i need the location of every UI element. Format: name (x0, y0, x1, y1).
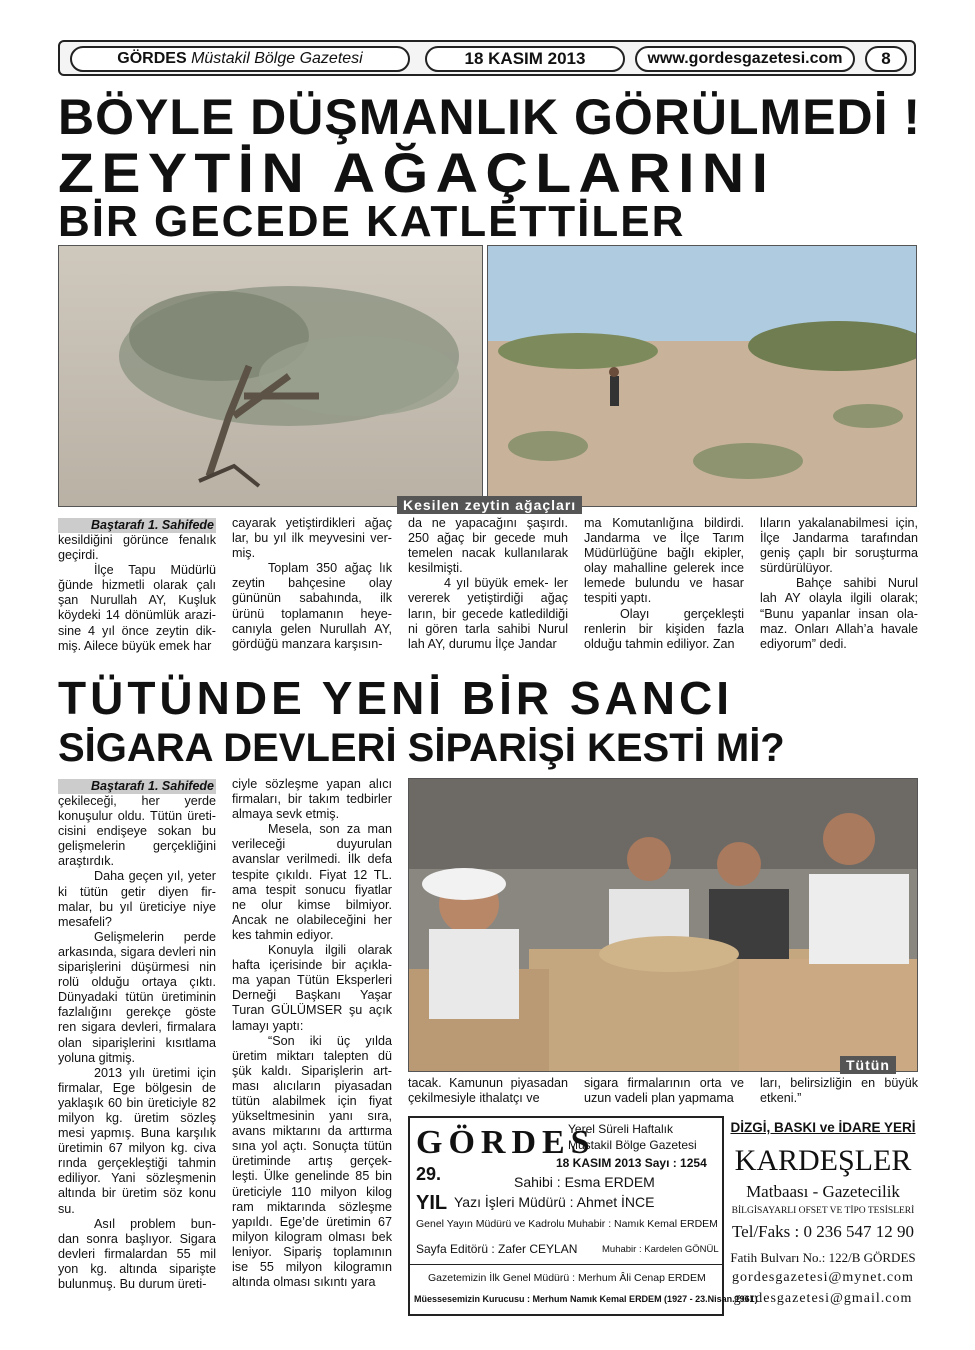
paragraph: Asıl problem bun- dan sonra başlıyor. Sigara devleri firmalardan 55 mil yon kg. altında siparişte bulunmuş. Bu durum üreti- (58, 1216, 216, 1291)
story1-column-4 (584, 516, 744, 652)
paragraph: da ne yapacağını şaşırdı. 250 ağaç bir gecede muh temelen nacak kullanılarak kesilmişti. (408, 516, 568, 576)
printer-sub: Matbaası - Gazetecilik (746, 1182, 900, 1201)
paragraph: “Son iki üç yılda üretim miktarı talepten dü şük kaldı. Siparişlerin art- ması alıcıların piyasadan tütün alabilmek için fiyat yükseltmesinin yanı sıra, avans miktarını da arttırma sına yol açtı. Sonuçta tütün üretiminde artış gerçek- leşti. Ülke genelinde 85 bin üreticiyle 110 milyon kilog ram miktarında sözleşme yapıldı. Ege’de üretimin 67 milyon kilogram olması bek leniyor. Sipariş toplamının ise 55 milyon kilogramın altında olması sıkıntı yara (232, 1033, 392, 1290)
masthead-issue: 18 KASIM 2013 Sayı : 1254 (556, 1156, 707, 1170)
masthead-divider (410, 1264, 722, 1265)
masthead-founder: Müessesemizin Kurucusu : Merhum Namık Kemal ERDEM (1927 - 23.Nisan.1961) (414, 1294, 758, 1304)
continued-tag: Baştarafı 1. Sahifede (58, 518, 216, 533)
masthead-first-manager: Gazetemizin İlk Genel Müdürü : Merhum Âli Cenap ERDEM (428, 1272, 706, 1284)
printer-title: DİZGİ, BASKI ve İDARE YERİ (730, 1120, 916, 1135)
story2-column-1 (58, 779, 216, 1292)
paper-name: GÖRDES (117, 50, 187, 67)
masthead-type-1: Yerel Süreli Haftalık (568, 1122, 673, 1136)
printer-email-1[interactable]: gordesgazetesi@mynet.com (732, 1270, 914, 1285)
masthead-reporter: Muhabir : Kardelen GÖNÜL (602, 1244, 719, 1255)
paragraph: tacak. Kamunun piyasadan çekilmesiyle ithalatçı ve (408, 1076, 568, 1106)
story1-headline-1: BÖYLE DÜŞMANLIK GÖRÜLMEDİ ! (58, 89, 922, 145)
printer-info (730, 1116, 916, 1316)
paragraph: sigara firmalarının orta ve uzun vadeli plan yapmama (584, 1076, 744, 1106)
paragraph: Daha geçen yıl, yeter ki tütün getir diyen fir- malar, bu yıl üreticiye niye mesafeli? (58, 869, 216, 929)
paper-name-pill (70, 46, 410, 72)
paragraph: Bahçe sahibi Nurul lah AY olayla ilgili olarak; “Bunu yapanlar insan ola- maz. Onları Allah’a havale ediyorum” dedi. (760, 576, 918, 651)
paragraph: cayarak yetiştirdikleri ağaç lar, bu yıl ilk meyvesini ver- miş. (232, 516, 392, 561)
olive-tree-photo (58, 245, 483, 507)
paragraph: 2013 yılı üretimi için firmalar, Ege bölgesin de yaklaşık 60 bin üreticiyle 82 milyon kg. üretim sözleş mesi yapmış. Buna karşılık üretimin 67 milyon kg. civa rında gerçekleştiği tahmin ediliyor. Yani sözleşmenin altında bir üretim söz konu su. (58, 1065, 216, 1216)
paragraph: kesildiğini görünce fenalık geçirdi. (58, 533, 216, 563)
story1-headline-3: BİR GECEDE KATLETTİLER (58, 197, 686, 246)
story1-column-2 (232, 516, 392, 652)
paragraph: Toplam 350 ağaç lık zeytin bahçesine olay gününün sabahında, ilk ürünü toplamanın heye- canıyla gelen Nurullah AY, gördüğü manzara karşısın- (232, 561, 392, 651)
paragraph: Konuyla ilgili olarak hafta içerisinde bir açıkla- ma yapan Tütün Eksperleri Derneği Başkanı Yaşar Turan GÜLÜMSER şu açık lamayı yaptı: (232, 943, 392, 1033)
website-link[interactable]: www.gordesgazetesi.com (635, 46, 855, 72)
paragraph: 4 yıl büyük emek- ler vererek yetiştirdiği ağaç ların, bir gecede katledildiği ni gören tarla sahibi Nurul lah AY, durumu İlçe Jandar (408, 576, 568, 651)
masthead-type-2: Müstakil Bölge Gazetesi (568, 1138, 697, 1152)
story2-headline-2: SİGARA DEVLERİ SİPARİŞİ KESTİ Mİ? (58, 726, 785, 770)
printer-name: KARDEŞLER (734, 1144, 912, 1177)
story2-column-2 (232, 777, 392, 1290)
issue-date: 18 KASIM 2013 (425, 46, 625, 72)
story1-column-5 (760, 516, 918, 652)
paper-subtitle: Müstakil Bölge Gazetesi (191, 50, 363, 67)
paragraph: çekileceği, her yerde konuşulur oldu. Tütün üreti- cisini endişeye sokan bu gelişmelerin gerçekliğini araştırdık. (58, 794, 216, 869)
paragraph: Mesela, son za man verileceği duyurulan avanslar verilmedi. İlk defa tespite çıkıldı. Fiyat 12 TL. ama tespit sonucu fiyatlar ne olur kimse bilmiyor. Ancak ne olabileceğini her kes tahmin ediyor. (232, 822, 392, 942)
printer-email-2[interactable]: gordesgazetesi@gmail.com (733, 1291, 913, 1306)
printer-sub2: BİLGİSAYARLI OFSET VE TİPO TESİSLERİ (731, 1206, 915, 1216)
masthead-box (408, 1116, 758, 1316)
continued-tag: Baştarafı 1. Sahifede (58, 779, 216, 794)
header-bar (58, 40, 916, 76)
story2-photo-caption: Tütün (840, 1056, 896, 1074)
printer-phone: Tel/Faks : 0 236 547 12 90 (731, 1222, 915, 1241)
paragraph: Gelişmelerin perde arkasında, sigara devleri nin siparişlerini düşürmesi nin rolü olduğu ortaya çıktı. Dünyadaki tütün üretiminin fazlalığını gerekçe göste ren sigara devleri, firmalara olan siparişlerini kısıtlama yoluna gitmiş. (58, 929, 216, 1065)
tobacco-image (409, 779, 918, 1072)
masthead-editor: Yazı İşleri Müdürü : Ahmet İNCE (454, 1194, 655, 1210)
story2-column-5 (760, 1076, 918, 1106)
paragraph: İlçe Tapu Müdürlü ğünde hizmetli olarak çalı şan Nurullah AY, Kuşluk köydeki 14 dönümlük arazi- sine 4 yıl önce zeytin dik- miş. Ailece büyük emek har (58, 563, 216, 653)
page-number: 8 (865, 46, 907, 72)
masthead-year-word: YIL (416, 1192, 448, 1214)
tobacco-photo (408, 778, 918, 1072)
orchard-photo (487, 245, 917, 507)
masthead-general-manager: Genel Yayın Müdürü ve Kadrolu Muhabir : Namık Kemal ERDEM (416, 1218, 718, 1230)
paragraph: ciyle sözleşme yapan alıcı firmaları, bir takım tedbirler almaya sevk etmiş. (232, 777, 392, 822)
story1-headline-2: ZEYTİN AĞAÇLARINI (58, 141, 776, 204)
story1-photo-caption: Kesilen zeytin ağaçları (397, 496, 582, 514)
olive-tree-image (59, 246, 483, 507)
story1-column-1 (58, 518, 216, 654)
paragraph: Olayı gerçekleşti renlerin bir kişiden fazla olduğu tahmin ediliyor. Zan (584, 606, 744, 651)
story1-column-3 (408, 516, 568, 652)
paragraph: ları, belirsizliğin en büyük etkeni.” (760, 1076, 918, 1106)
masthead-page-editor: Sayfa Editörü : Zafer CEYLAN (416, 1242, 578, 1256)
story2-headline-1: TÜTÜNDE YENİ BİR SANCI (58, 672, 733, 724)
paragraph: ma Komutanlığına bildirdi. Jandarma ve İlçe Tarım Müdürlüğüne bağlı ekipler, olay mahalline gelerek ince lemede bulundu ve hasar tespiti yaptı. (584, 516, 744, 606)
printer-address: Fatih Bulvarı No.: 122/B GÖRDES (730, 1250, 916, 1265)
story2-column-3 (408, 1076, 568, 1106)
story2-column-4 (584, 1076, 744, 1106)
paragraph: lıların yakalanabilmesi için, İlçe Jandarma tarafından geniş çaplı bir soruşturma sürdürülüyor. (760, 516, 918, 576)
orchard-image (488, 246, 917, 507)
masthead-logo: GÖRDES (416, 1124, 596, 1161)
masthead-year-number: 29. (416, 1164, 442, 1184)
masthead-owner: Sahibi : Esma ERDEM (514, 1174, 655, 1190)
